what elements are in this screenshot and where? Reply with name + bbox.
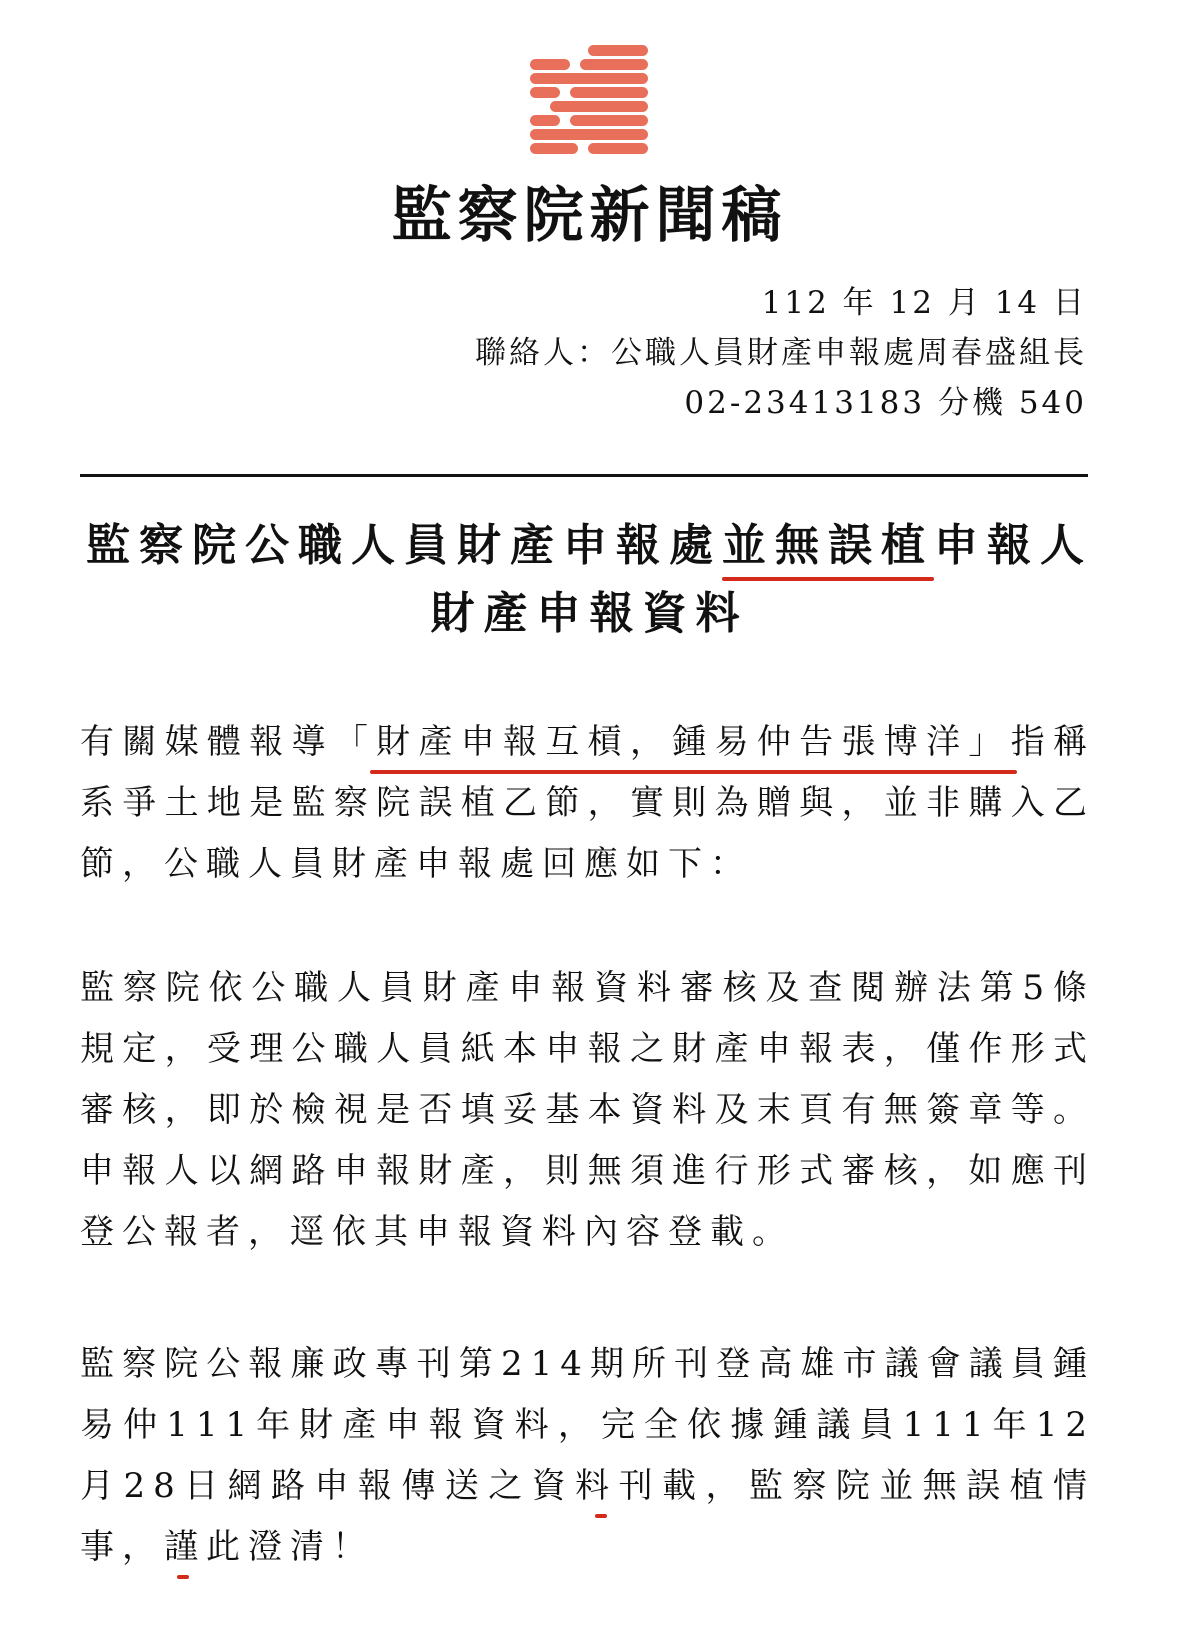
contact-person: 聯絡人：公職人員財產申報處周春盛組長 bbox=[475, 335, 1087, 371]
p2-text: 監察院依公職人員財產申報資料審核及查閱辦法第5條規定，受理公職人員紙本申報之財產申報表，僅作形式審核，即於檢視是否填妥基本資料及末頁有無簽章等。申報人以網路申報財產，則無須進行形式審核，如應刊登公報者，逕依其申報資料內容登載。 bbox=[80, 968, 1095, 1252]
press-headline bbox=[0, 512, 1179, 648]
press-meta bbox=[475, 278, 1087, 428]
header-divider bbox=[80, 474, 1088, 477]
p3-underlined-part-2: 日網路申報傳送之資料刊載，監察院並無誤植情事， bbox=[80, 1466, 1096, 1567]
p3-text-before: 監察院公報廉政專刊第214期所刊登高雄市議會議員鍾易仲111年財產申報資料， bbox=[80, 1344, 1095, 1445]
paragraph-media-report bbox=[80, 712, 1095, 895]
contact-phone: 02-23413183 分機 540 bbox=[684, 385, 1087, 421]
p3-underlined-part-1: 完全依據鍾議員111年12月28 bbox=[80, 1405, 1095, 1506]
paragraph-review-rules bbox=[80, 958, 1095, 1263]
release-date: 112 年 12 月 14 日 bbox=[761, 285, 1087, 321]
p1-text-after: 指稱系爭土地是監察院誤植乙節，實則為贈與，並非購入乙節，公職人員財產申報處回應如下： bbox=[80, 722, 1096, 884]
document-title: 監察院新聞稿 bbox=[391, 181, 788, 251]
control-yuan-logo-icon bbox=[530, 45, 648, 157]
headline-highlight: 並無誤植 bbox=[722, 520, 934, 571]
headline-line-1 bbox=[0, 512, 1179, 580]
headline-text-before: 監察院公職人員財產申報處 bbox=[86, 520, 722, 571]
p1-text-before: 有關媒體報導「 bbox=[80, 722, 377, 762]
paragraph-clarification bbox=[80, 1334, 1095, 1578]
p1-underlined-quote: 財產申報互槓，鍾易仲告張博洋」 bbox=[376, 722, 1011, 762]
p3-text-after: 謹此澄清！ bbox=[164, 1527, 374, 1567]
headline-text-after: 申報人 bbox=[934, 520, 1093, 571]
headline-line-2: 財產申報資料 bbox=[430, 588, 749, 639]
